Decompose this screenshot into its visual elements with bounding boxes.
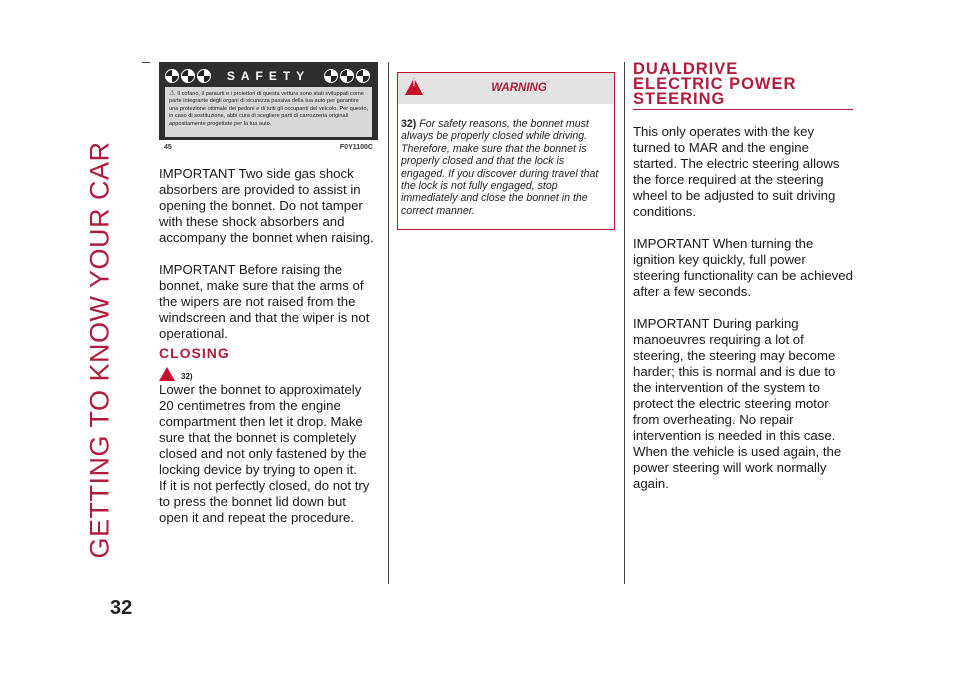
paragraph-shock-absorbers: IMPORTANT Two side gas shock absorbers are provided to assist in opening the bonnet. Do not tamper with these shock absorbers and accompany the bonnet when raising.: [159, 166, 374, 245]
figure-number: 45: [164, 144, 172, 151]
checkered-disc-icon: [165, 69, 179, 83]
safety-band: [165, 68, 372, 84]
safety-band-word: SAFETY: [226, 69, 311, 83]
warning-header: ! WARNING: [398, 73, 614, 104]
warning-body: [398, 104, 614, 217]
warning-reference: 32): [181, 372, 193, 381]
warning-box: [397, 72, 615, 230]
paragraph-closing-procedure: Lower the bonnet to approximately 20 centimetres from the engine compartment then let it drop. Make sure that the bonnet is completely closed and not only fastened by the locking device by trying to open it.: [159, 382, 367, 477]
safety-label-text: [165, 87, 372, 137]
checkered-disc-icon: [181, 69, 195, 83]
checkered-disc-icon: [356, 69, 370, 83]
page-number: 32: [110, 597, 133, 619]
paragraph-parking-manoeuvres: IMPORTANT During parking manoeuvres requiring a lot of steering, the steering may become harder; this is normal and is due to the intervention of the system to protect the electric steering motor from overheating. No repair intervention is needed in this case. When the vehicle is used again, the power steering will work normally again.: [633, 316, 842, 491]
paragraph-wipers: IMPORTANT Before raising the bonnet, make sure that the arms of the wipers are not raised from the windscreen and that the wiper is not operational.: [159, 262, 370, 341]
warning-triangle-icon: [159, 367, 175, 381]
warning-ref: 32): [401, 118, 417, 130]
paragraph-ignition-key: IMPORTANT When turning the ignition key quickly, full power steering functionality can be achieved after a few seconds.: [633, 236, 853, 299]
column-1: [159, 62, 378, 526]
paragraph-steering-operation: This only operates with the key turned to MAR and the engine started. The electric steering allows the force required at the steering wheel to be adjusted to suit driving conditions.: [633, 124, 840, 219]
warning-title: WARNING: [491, 82, 547, 94]
section-side-title: GETTING TO KNOW YOUR CAR: [84, 141, 115, 559]
column-divider-1: [388, 62, 389, 584]
header-rule: [142, 62, 150, 63]
safety-label-figure: [159, 62, 378, 140]
closing-heading: CLOSING: [159, 345, 230, 361]
checkered-disc-icon: [340, 69, 354, 83]
warning-triangle-icon: ⚠: [169, 90, 176, 97]
warning-text: For safety reasons, the bonnet must always be properly closed while driving. Therefore, make sure that the bonnet is properly closed and that the lock is engaged. If you discover during travel that the lock is not fully engaged, stop immediately and close the bonnet in the correct manner.: [401, 118, 599, 217]
column-2: [397, 72, 615, 230]
column-divider-2: [624, 62, 625, 584]
checkered-disc-icon: [324, 69, 338, 83]
paragraph-not-closed: If it is not perfectly closed, do not try to press the bonnet lid down but open it and repeat the procedure.: [159, 478, 370, 525]
figure-caption: [159, 144, 378, 158]
dualdrive-heading: DUALDRIVE ELECTRIC POWER STEERING: [633, 62, 853, 110]
safety-label-body: Il cofano, il paraurti e i proiettori di questa vettura sono stati sviluppati come parte integrante degli organi di sicurezza passiva della tua auto per garantire una protezione ottimale dei pedoni e di tutti gli occupanti del veicolo. Per questo, in caso di sostituzione, abbi cura di scegliere parti di carrozzeria originali appositamente progettate per la tua auto.: [169, 91, 369, 127]
figure-code: F0Y1100C: [339, 144, 373, 151]
closing-warning-ref: [159, 365, 378, 381]
column-3: [633, 62, 853, 492]
checkered-disc-icon: [197, 69, 211, 83]
